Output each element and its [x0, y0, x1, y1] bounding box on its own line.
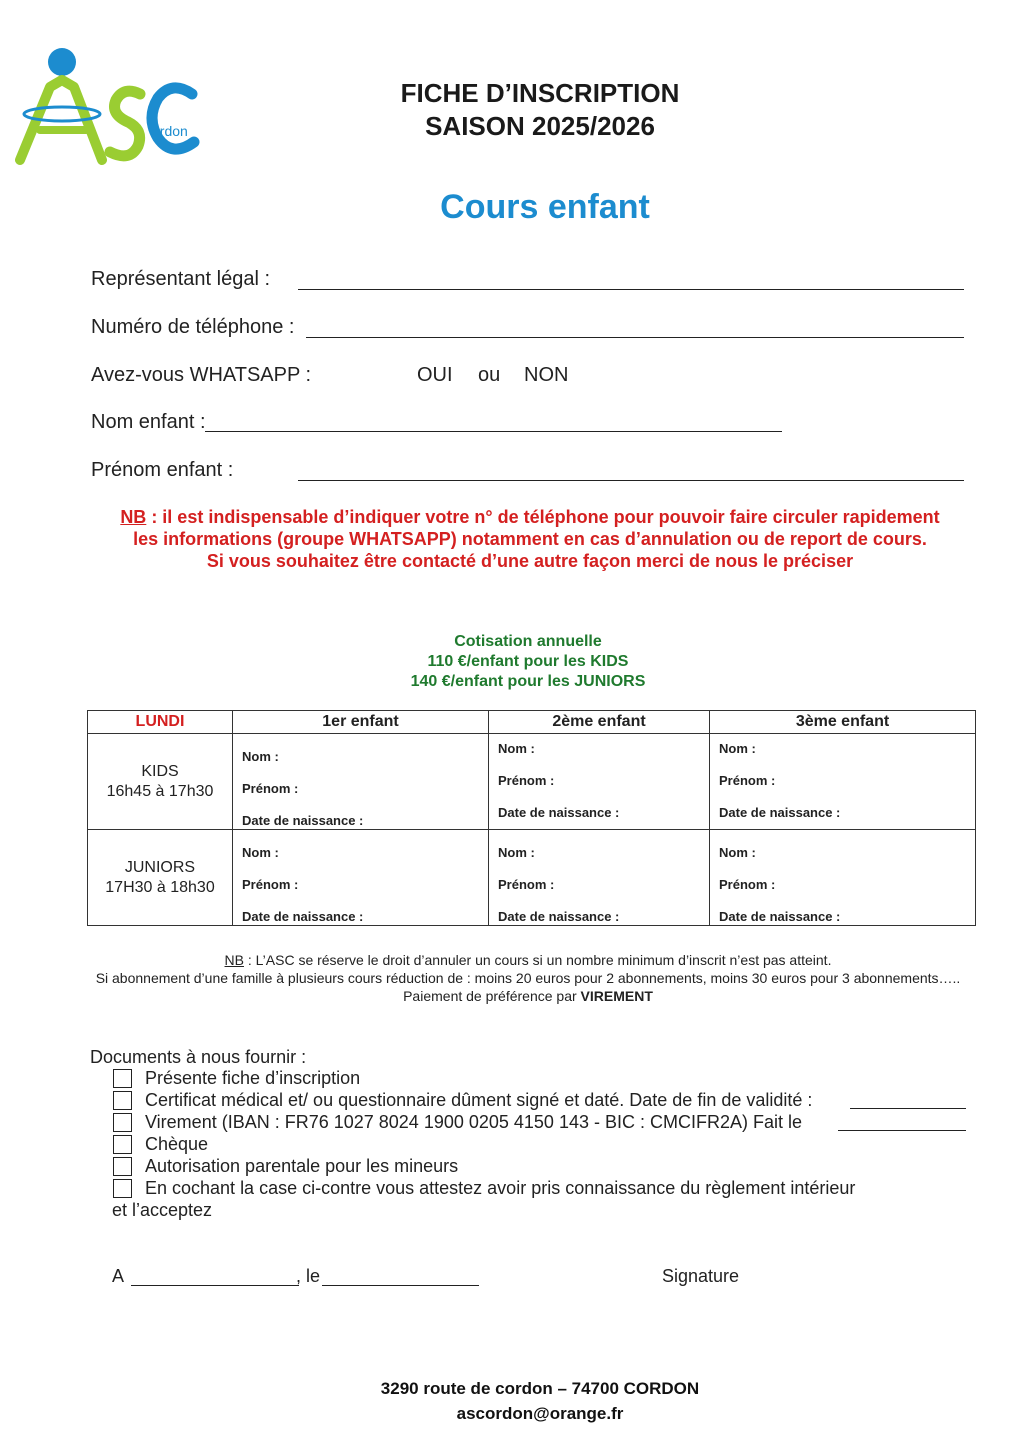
notes-line3-prefix: Paiement de préférence par [403, 988, 581, 1004]
nom-enfant-field[interactable] [205, 431, 782, 432]
whatsapp-or-text: ou [478, 364, 501, 386]
kids-child3-cell[interactable] [710, 734, 976, 830]
field-dob: Date de naissance : [498, 805, 620, 820]
kids-time: 16h45 à 17h30 [106, 782, 214, 800]
second-child-header: 2ème enfant [489, 711, 710, 734]
checkbox[interactable] [113, 1069, 132, 1088]
nom-enfant-label: Nom enfant : [91, 411, 206, 433]
notes-nb: NB [224, 952, 244, 968]
juniors-label: JUNIORS [124, 858, 196, 876]
telephone-field[interactable] [306, 337, 964, 338]
field-prenom: Prénom : [719, 773, 776, 788]
whatsapp-oui-option[interactable]: OUI [417, 364, 453, 386]
field-dob: Date de naissance : [719, 805, 841, 820]
notice-nb: NB [120, 507, 147, 527]
asc-logo [12, 42, 202, 182]
doc-item-label: Présente fiche d’inscription [145, 1068, 361, 1088]
kids-child2-cell[interactable] [489, 734, 710, 830]
juniors-slot [88, 830, 233, 926]
doc-item-reglement [113, 1178, 855, 1199]
checkbox[interactable] [113, 1091, 132, 1110]
fees-title: Cotisation annuelle [454, 633, 602, 650]
juniors-child3-cell[interactable] [710, 830, 976, 926]
checkbox[interactable] [113, 1157, 132, 1176]
third-child-header: 3ème enfant [710, 711, 976, 734]
logo-subtext: ordon [152, 123, 188, 139]
representant-field[interactable] [298, 289, 964, 290]
footer-address: 3290 route de cordon – 74700 CORDON [380, 1379, 700, 1398]
schedule-header-row [88, 711, 976, 734]
first-child-header: 1er enfant [233, 711, 489, 734]
notice-line1: : il est indispensable d’indiquer votre n° de téléphone pour pouvoir faire circuler rapidement [146, 507, 940, 527]
notice-line3: Si vous souhaitez être contacté d’une autre façon merci de nous le préciser [206, 551, 854, 571]
prenom-enfant-label: Prénom enfant : [91, 459, 234, 481]
date-label: le [306, 1266, 321, 1286]
representant-label: Représentant légal : [91, 268, 271, 290]
doc-item-autorisation [113, 1156, 458, 1177]
schedule-table [87, 710, 976, 926]
field-dob: Date de naissance : [242, 909, 364, 924]
comma: , [296, 1266, 302, 1286]
kids-row [88, 734, 976, 830]
prenom-enfant-field[interactable] [298, 480, 964, 481]
signature-label: Signature [662, 1266, 740, 1286]
validity-date-field[interactable] [850, 1108, 966, 1109]
doc-item-fiche [113, 1068, 360, 1089]
fees-kids: 110 €/enfant pour les KIDS [427, 653, 629, 670]
checkbox[interactable] [113, 1179, 132, 1198]
field-prenom: Prénom : [242, 781, 299, 796]
virement-date-field[interactable] [838, 1130, 966, 1131]
doc-item-reglement-cont: et l’acceptez [112, 1200, 213, 1220]
doc-item-virement [113, 1112, 802, 1133]
kids-label: KIDS [141, 762, 179, 780]
field-nom: Nom : [719, 741, 756, 756]
course-title: Cours enfant [440, 188, 650, 226]
notice-line2: les informations (groupe WHATSAPP) notamment en cas d’annulation ou de report de cours. [133, 529, 927, 549]
juniors-child1-cell[interactable] [233, 830, 489, 926]
field-dob: Date de naissance : [498, 909, 620, 924]
field-dob: Date de naissance : [719, 909, 841, 924]
fees-block [300, 632, 756, 692]
telephone-label: Numéro de téléphone : [91, 316, 295, 338]
documents-title: Documents à nous fournir : [90, 1047, 307, 1067]
juniors-child2-cell[interactable] [489, 830, 710, 926]
field-nom: Nom : [498, 741, 535, 756]
field-dob: Date de naissance : [242, 813, 364, 828]
fees-juniors: 140 €/enfant pour les JUNIORS [410, 673, 646, 690]
notes-line1: : L’ASC se réserve le droit d’annuler un cours si un nombre minimum d’inscrit n’est pas atteint. [243, 952, 832, 968]
date-field[interactable] [322, 1285, 479, 1286]
place-label: A [112, 1266, 125, 1286]
field-prenom: Prénom : [498, 773, 555, 788]
field-nom: Nom : [498, 845, 535, 860]
footer-email: ascordon@orange.fr [456, 1404, 624, 1423]
whatsapp-notice [80, 506, 980, 572]
whatsapp-label: Avez-vous WHATSAPP : [91, 364, 312, 386]
whatsapp-non-option[interactable]: NON [524, 364, 569, 386]
field-prenom: Prénom : [242, 877, 299, 892]
doc-item-certificat [113, 1090, 812, 1111]
checkbox[interactable] [113, 1135, 132, 1154]
kids-child1-cell[interactable] [233, 734, 489, 830]
field-prenom: Prénom : [719, 877, 776, 892]
kids-slot [88, 734, 233, 830]
doc-item-label: Chèque [145, 1134, 209, 1154]
field-prenom: Prénom : [498, 877, 555, 892]
field-nom: Nom : [242, 749, 279, 764]
doc-item-label: Autorisation parentale pour les mineurs [145, 1156, 459, 1176]
doc-item-label: Virement (IBAN : FR76 1027 8024 1900 0205 4150 143 - BIC : CMCIFR2A) Fait le [145, 1112, 802, 1132]
notes-line3-bold: VIREMENT [580, 988, 653, 1004]
field-nom: Nom : [719, 845, 756, 860]
field-nom: Nom : [242, 845, 279, 860]
doc-item-label: Certificat médical et/ ou questionnaire dûment signé et daté. Date de fin de validité : [145, 1090, 813, 1110]
day-header: LUNDI [88, 711, 233, 734]
season-title: SAISON 2025/2026 [425, 111, 655, 141]
checkbox[interactable] [113, 1113, 132, 1132]
juniors-time: 17H30 à 18h30 [105, 878, 215, 896]
juniors-row [88, 830, 976, 926]
form-title: FICHE D’INSCRIPTION [400, 78, 680, 108]
notes-line2: Si abonnement d’une famille à plusieurs cours réduction de : moins 20 euros pour 2 abonnements, moins 30 euros pour 3 abonnements….. [95, 970, 961, 986]
notes-block [90, 951, 966, 1005]
doc-item-cheque [113, 1134, 208, 1155]
doc-item-label: En cochant la case ci-contre vous attestez avoir pris connaissance du règlement intérieur [145, 1178, 856, 1198]
place-field[interactable] [131, 1285, 299, 1286]
